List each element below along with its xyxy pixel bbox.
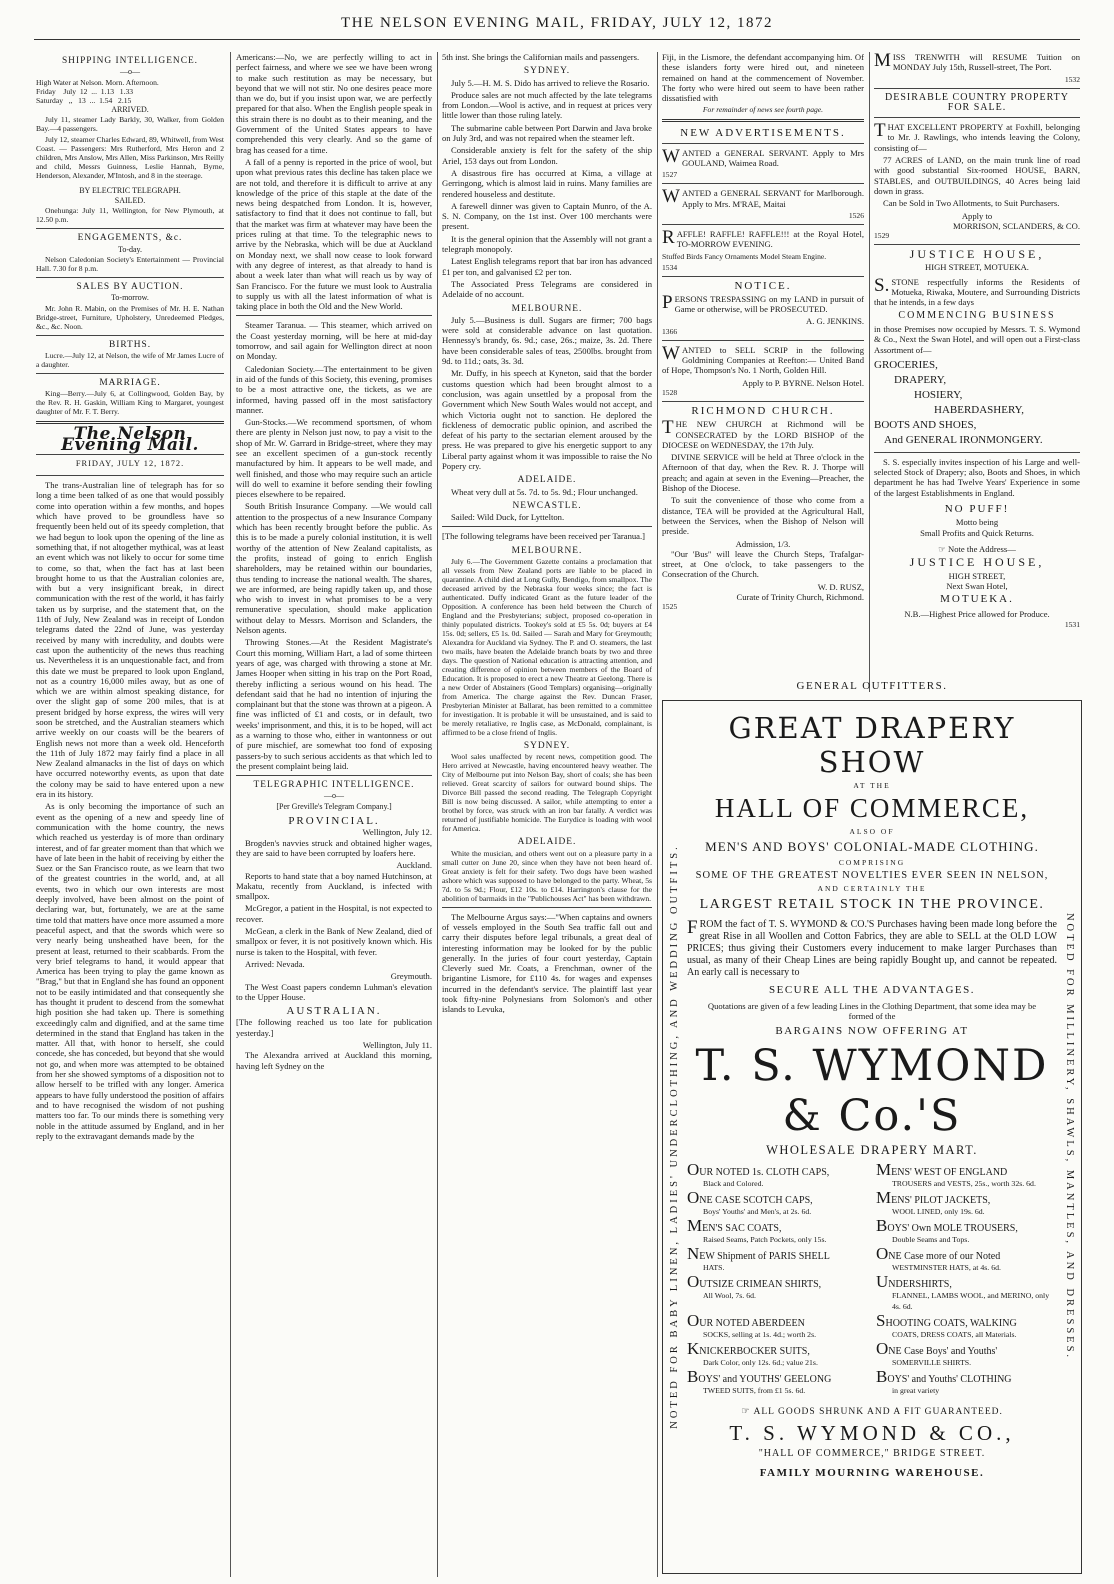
divider <box>442 526 652 527</box>
column-rule <box>869 52 870 692</box>
bargain-item-detail: TWEED SUITS, from £1 5s. 6d. <box>703 1386 806 1395</box>
birth-entry: Lucre.—July 12, at Nelson, the wife of Mr James Lucre of a daughter. <box>36 350 224 369</box>
bargain-item-title: ONE CASE SCOTCH CAPS, <box>687 1188 813 1207</box>
church-heading: RICHMOND CHURCH. <box>691 404 835 417</box>
bargain-item <box>876 1311 1057 1340</box>
bargain-list <box>687 1160 1057 1396</box>
shipping-heading: SHIPPING INTELLIGENCE. <box>61 56 199 66</box>
wymond-advertisement <box>662 700 1082 1574</box>
bargain-item-detail: SOCKS, selling at 1s. 4d.; worth 2s. <box>703 1330 817 1339</box>
bargain-item-detail: Double Seams and Tops. <box>892 1235 970 1244</box>
tuition-ad: MISS TRENWITH will RESUME Tuition on MONDAY July 15th, Russell-street, The Port. <box>874 52 1080 73</box>
ad-largest: LARGEST RETAIL STOCK IN THE PROVINCE. <box>699 897 1045 912</box>
bargain-item-title: BOYS' Own MOLE TROUSERS, <box>876 1216 1018 1235</box>
classified-ad-apply: Apply to P. BYRNE. Nelson Hotel. <box>742 377 864 388</box>
ad-number: 1366 <box>662 326 678 336</box>
news-note: [The following reached us too late for publication yesterday.] <box>236 1017 432 1038</box>
column-1 <box>36 52 224 1577</box>
divider <box>236 775 432 776</box>
news-paragraph: Mr. Duffy, in his speech at Kyneton, said that the border customs question which had been brought almost to a conclusion, was again unsettled by a proposal from the Government which New South Wales would not accept, and which Victoria ought not to sanction. He deplored the fickleness of democratic public opinion, and ascribed the defeat of his party to the sectarian element aroused by the press. He was prepared to give his energetic support to any Liberal party against whom it was impossible to raise the No Popery cry. <box>442 368 652 471</box>
telegraph-heading: BY ELECTRIC TELEGRAPH. <box>79 185 181 195</box>
bargain-item-detail: Dark Color, only 12s. 6d.; value 21s. <box>703 1358 818 1367</box>
melbourne-heading: MELBOURNE. <box>511 545 583 556</box>
divider <box>36 373 224 374</box>
ad-number: 1534 <box>662 262 678 272</box>
arrival-entry: July 11, steamer Lady Barkly, 30, Walker, from Golden Bay.—4 passengers. <box>36 114 224 133</box>
bargain-item-detail: HATS. <box>703 1263 725 1272</box>
bargain-item-detail: in great variety <box>892 1386 940 1395</box>
goods-item: DRAPERY, <box>894 373 947 386</box>
article-paragraph: Throwing Stones.—At the Resident Magistrate's Court this morning, William Hart, a lad of some thirteen years of age, was charged with throwing a stone at Mr. James Hooper when sitting in his trap on the Port Road, thereby inflicting a serious wound on his head. The defendant said that he had no intention of injuring the complainant but that the stone was thrown at a pigeon. A fine was inflicted of £1 and costs, or in default, two weeks' imprisonment, and this, it is to be hoped, will act as a warning to those who, either in wantonness or out of pure mischief, are somewhat too fond of exposing passers-by to such serious accidents as that which led to the present complaint being laid. <box>236 637 432 771</box>
bargain-item-title: OUR NOTED ABERDEEN <box>687 1311 805 1330</box>
ornament: —o— <box>120 67 140 77</box>
bargain-item-title: ONE Case Boys' and Youths' <box>876 1339 998 1358</box>
ad-great-drapery: GREAT DRAPERY SHOW <box>728 711 1016 779</box>
justice-house-town: MOTUEKA. <box>940 593 1014 606</box>
produce-note: N.B.—Highest Price allowed for Produce. <box>904 609 1050 620</box>
telegraphic-source: [Per Greville's Telegram Company.] <box>276 801 392 811</box>
news-paragraph: Wheat very dull at 5s. 7d. to 5s. 9d.; Flour unchanged. <box>451 486 638 497</box>
sydney-heading: SYDNEY. <box>523 741 571 752</box>
tide-row: Friday July 12 ... 1.13 1.33 <box>36 86 134 96</box>
news-paragraph: The West Coast papers condemn Luhman's elevation to the Upper House. <box>236 981 432 1002</box>
bargain-item-title: NEW Shipment of PARIS SHELL <box>687 1244 830 1263</box>
bargain-item-detail: COATS, DRESS COATS, all Materials. <box>892 1330 1017 1339</box>
motto-label: Motto being <box>955 517 999 528</box>
classified-ad: WANTED a GENERAL SERVANT. Apply to Mrs GOULAND, Waimea Road. <box>662 145 864 169</box>
property-text: THAT EXCELLENT PROPERTY at Foxhill, belonging to Mr. J. Rawlings, who intends leaving the Colony, consisting of— <box>874 120 1080 153</box>
divider <box>662 119 864 122</box>
ad-comprising: COMPRISING <box>838 858 906 867</box>
dateline: FRIDAY, JULY 12, 1872. <box>75 458 185 468</box>
divider <box>36 475 224 476</box>
ad-wymond-footer: T. S. WYMOND & CO., <box>729 1421 1015 1445</box>
bargain-item-title: MENS' PILOT JACKETS, <box>876 1188 991 1207</box>
church-notice: To suit the convenience of those who come from a distance, TEA will be provided at the Agricultural Hall, between the Services, when the Bishop of Nelson will preside. <box>662 495 864 537</box>
notice-signature: A. G. JENKINS. <box>805 316 864 327</box>
bargain-item <box>876 1216 1057 1245</box>
no-puff: NO PUFF! <box>944 503 1010 516</box>
bargain-item-title: KNICKERBOCKER SUITS, <box>687 1339 810 1358</box>
bargain-item <box>687 1188 868 1217</box>
column-rule <box>657 52 658 1577</box>
church-notice: "Our 'Bus" will leave the Church Steps, Trafalgar-street, at One o'clock, to take passengers to the Consecration of the Church. <box>662 548 864 580</box>
justice-house-commencing: COMMENCING BUSINESS <box>898 309 1056 321</box>
adelaide-heading: ADELAIDE. <box>517 837 577 848</box>
tide-heading: High Water at Nelson. Morn. Afternoon. <box>36 77 159 87</box>
ad-at-the: AT THE <box>853 781 891 790</box>
marriage-heading: MARRIAGE. <box>99 377 161 388</box>
property-apply: Apply to <box>961 210 993 221</box>
ornament: —o— <box>324 791 344 801</box>
justice-house-heading: JUSTICE HOUSE, <box>909 555 1045 570</box>
news-paragraph: July 6.—The Government Gazette contains a proclamation that all vessels from New Zealand ports are liable to be placed in quarantine. A child died at Long Gully, Bendigo, from smallpox. The deceased arrived by the Nebraska four weeks since; the fact is authenticated. Duffy indicated Grant as the future leader of the Opposition. A conference has been held between the Church of England and the Presbyterians; subject, proposed co-operation in thinly populated districts. Tookey's sold at £5 5s. 0d; buyers at £4 15s. 0d; sellers, £5 1s. 0d. Sailed — Sarah and Mary for Greymouth; Alexandra for Auckland via Sydney. The P. and O. steamers, the last two mails, have beaten the Adelaide branch boats by two and three days. The question of National education is attracting attention, and creating difference of opinion between members of the Board of Education. It is proposed to erect a new Theatre at Geelong. There is a new Order of Abstainers (Good Templars) organising—originally from America. The charge against the Rev. Duncan Fraser, Presbyterian Minister at Ballarat, has been remitted to a committee for investigation. It is probable it will be unsustained, and is said to be merely retaliative, re Inglis case, as McDonald, complainant, is affirmed to be a close friend of Inglis. <box>442 557 652 738</box>
bargain-item-title: BOYS' and Youths' CLOTHING <box>876 1367 1012 1386</box>
article-paragraph: Gun-Stocks.—We recommend sportsmen, of whom there are plenty in Nelson just now, to pay a visit to the shop of Mr. W. Garrard in Bridge-street, where they may see an excellent specimen of a gun-stock recently manufactured by him. It appears to be well made, and well finished, and those who may require such an article will do well to examine it before sending their fowling pieces elsewhere to be repaired. <box>236 417 432 500</box>
bargain-item <box>876 1160 1057 1189</box>
divider <box>874 244 1080 245</box>
news-paragraph: A disastrous fire has occurred at Kima, a village at Gerringong, which is almost laid in ruins. Many families are rendered houseless and destitute. <box>442 167 652 199</box>
ad-number: 1525 <box>662 602 678 612</box>
bargain-item <box>687 1160 868 1189</box>
bargain-item <box>876 1367 1057 1396</box>
divider <box>662 224 864 225</box>
ad-bargains: BARGAINS NOW OFFERING AT <box>775 1025 969 1037</box>
goods-item: HOSIERY, <box>914 388 963 401</box>
divider <box>874 88 1080 89</box>
bargain-item <box>687 1339 868 1368</box>
australian-heading: AUSTRALIAN. <box>286 1005 382 1018</box>
sailed-heading: SAILED. <box>114 196 146 206</box>
property-agent: MORRISON, SCLANDERS, & CO. <box>952 220 1080 231</box>
provincial-heading: PROVINCIAL. <box>288 815 380 828</box>
ad-secure: SECURE ALL THE ADVANTAGES. <box>769 984 975 996</box>
bargain-item-title: OUR NOTED 1s. CLOTH CAPS, <box>687 1160 830 1179</box>
bargain-item-title: MEN'S SAC COATS, <box>687 1216 782 1235</box>
goods-item: GROCERIES, <box>874 358 938 371</box>
births-heading: BIRTHS. <box>108 339 152 350</box>
engagement-entry: Nelson Caledonian Society's Entertainment — Provincial Hall. 7.30 for 8 p.m. <box>36 255 224 274</box>
bargain-item-detail: All Wool, 7s. 6d. <box>703 1291 756 1300</box>
bargain-item-detail: FLANNEL, LAMBS WOOL, and MERINO, only 4s. 6d. <box>892 1291 1050 1311</box>
side-text-left <box>665 731 683 1541</box>
notice-text: PERSONS TRESPASSING on my LAND in pursuit of Game or otherwise, will be PROSECUTED. <box>662 291 864 315</box>
address-note-label: Note the Address— <box>948 543 1016 554</box>
auction-day: To-morrow. <box>111 293 149 303</box>
ad-also-of: ALSO OF <box>849 827 895 836</box>
news-paragraph: Reports to hand state that a boy named Hutchinson, at Makatu, recently from Auckland, is infected with smallpox. <box>236 870 432 902</box>
bargain-item-detail: TROUSERS and VESTS, 25s., worth 32s. 6d. <box>892 1179 1036 1188</box>
ad-novelties: SOME OF THE GREATEST NOVELTIES EVER SEEN IN NELSON, <box>695 870 1049 881</box>
bargain-item <box>687 1311 868 1340</box>
address-note <box>874 544 1080 554</box>
divider <box>36 228 224 229</box>
divider <box>442 907 652 908</box>
justice-house-text: S. S. especially invites inspection of his Large and well-selected Stock of Drapery; also, Boots and Shoes, in which department he has had Twelve Years' Experience in some of the largest Establishments in England. <box>874 456 1080 498</box>
ad-hall-of-commerce: "HALL OF COMMERCE," BRIDGE STREET. <box>758 1448 986 1459</box>
ad-number: 1528 <box>662 387 678 397</box>
article-paragraph: A fall of a penny is reported in the price of wool, but upon what previous rates this decline has taken place we are not told, and therefore it is difficult to arrive at any knowledge of the price of this staple at the date of the news being despatched from London. It is, however, satisfactory to find that it does not continue to fall, but that the market was firm at whatever may have been the prices ruling at that time. To the telegraphic news to arrive by the Nebraska, which will be due at Auckland on Monday next, we shall now cease to look forward with any degree of interest, as that already to hand is about a week later than what will reach us by way of San Francisco. For the future we must look to Australia to supply us with all the latest information of what is taking place in both the Old and the New World. <box>236 156 432 312</box>
article-paragraph: Caledonian Society.—The entertainment to be given in aid of the funds of this Society, this evening, promises to be a most attractive one, the tickets, as we are informed, having passed off in the most satisfactory manner. <box>236 363 432 415</box>
motto: Small Profits and Quick Returns. <box>920 527 1034 538</box>
ad-number: 1531 <box>1064 619 1080 629</box>
classified-ad: WANTED to SELL SCRIP in the following Goldmining Companies at Reefton:— United Band of Hope, Thompson's No. 1 North, Golden Hill. <box>662 342 864 376</box>
sailed-entry: Onehunga: July 11, Wellington, for New Plymouth, at 12.50 p.m. <box>36 206 224 225</box>
news-paragraph: The Associated Press Telegrams are considered in Adelaide of no account. <box>442 278 652 300</box>
bargain-item-detail: Raised Seams, Patch Pockets, only 15s. <box>703 1235 827 1244</box>
divider <box>874 117 1080 118</box>
bargain-item-title: MENS' WEST OF ENGLAND <box>876 1160 1008 1179</box>
goods-item: BOOTS AND SHOES, <box>874 418 977 431</box>
divider <box>662 276 864 277</box>
ad-hall: HALL OF COMMERCE, <box>714 793 1030 823</box>
column-5 <box>874 52 1080 692</box>
news-paragraph: The submarine cable between Port Darwin and Java broke on July 3rd, and was not repaired when the steamer left. <box>442 122 652 144</box>
divider <box>662 401 864 402</box>
goods-list <box>874 358 1080 448</box>
bargain-item <box>687 1272 868 1312</box>
property-heading: DESIRABLE COUNTRY PROPERTY FOR SALE. <box>885 91 1069 113</box>
justice-house-heading: JUSTICE HOUSE, <box>909 247 1045 262</box>
paper-title: The Nelson Evening Mail. <box>61 424 199 455</box>
melbourne-heading: MELBOURNE. <box>511 303 583 314</box>
justice-house-text: in those Premises now occupied by Messrs. T. S. Wymond & Co., Next the Swan Hotel, and will open out a First-class Assortment of— <box>874 323 1080 355</box>
masthead: THE NELSON EVENING MAIL, FRIDAY, JULY 12, 1872 <box>0 0 1114 46</box>
church-notice: DIVINE SERVICE will be held at Three o'clock in the Afternoon of that day, when the Rev. R. J. Thorpe will preach; and again at seven in the Evening—Preacher, the Bishop of the Diocese. <box>662 452 864 494</box>
news-paragraph: The Alexandra arrived at Auckland this morning, having left Sydney on the <box>236 1050 432 1071</box>
divider <box>36 335 224 336</box>
engagements-heading: ENGAGEMENTS, &c. <box>77 233 183 244</box>
auction-entry: Mr. John R. Mabin, on the Premises of Mr. H. E. Nathan Bridge-street, Furniture, Upholstery, Unredeemed Pledges, &c., &c. Noon. <box>36 303 224 331</box>
side-text-left-label: NOTED FOR BABY LINEN, LADIES' UNDERCLOTHING, AND WEDDING OUTFITS. <box>668 843 680 1429</box>
side-text-right <box>1061 731 1079 1541</box>
news-paragraph: It is the general opinion that the Assembly will not grant a telegraph monopoly. <box>442 233 652 255</box>
justice-house-text: S.STONE respectfully informs the Residents of Motueka, Riwaka, Moutere, and Surrounding Districts that he intends, in a few days <box>874 274 1080 308</box>
news-paragraph: Sailed: Wild Duck, for Lyttelton. <box>451 512 565 523</box>
bargain-item <box>876 1272 1057 1312</box>
news-note: [The following telegrams have been received per Taranua.] <box>442 531 646 542</box>
classified-ad: RAFFLE! RAFFLE! RAFFLE!!! at the Royal Hotel, TO-MORROW EVENING. <box>662 226 864 250</box>
side-text-right-label: NOTED FOR MILLINERY, SHAWLS, MANTLES, AND DRESSES. <box>1064 912 1076 1360</box>
church-notice: THE NEW CHURCH at Richmond will be CONSECRATED by the LORD BISHOP of the DIOCESE on WEDNESDAY, the 17th July. <box>662 417 864 450</box>
bargain-item-detail: Black and Colored. <box>703 1179 764 1188</box>
ad-shrunk-label: ALL GOODS SHRUNK AND A FIT GUARANTEED. <box>753 1407 1003 1417</box>
news-paragraph: White the musician, and others went out on a pleasure party in a small cutter on June 20, since when they have not been heard of. Great anxiety is felt for their safety. Two dogs have been washed ashore which was supposed to have belonged to the party. Wheat, 5s 7d. to 5s 9d.; Flour, £12 10s. to £14. Harrington's clause for the abolition of barmaids in the "Publichouses Act" has been withdrawn. <box>442 848 652 903</box>
news-paragraph: The Melbourne Argus says:—"When captains and owners of vessels employed in the South Sea traffic fall out and carry their disputes before legal tribunals, a great deal of interesting information may be looked for by the public generally. In the juries of four court yesterday, Captain Cleverly sued Mr. Coats, a Frenchman, owner of the brigantine Lismore, for £110 4s. for wages and expenses incurred in the defendant's service. The plaintiff last year took fifty-nine Polynesians from Solomon's and other islands to Levuka, <box>442 911 652 1015</box>
bargain-item <box>687 1244 868 1273</box>
telegraphic-heading: TELEGRAPHIC INTELLIGENCE. <box>253 780 415 791</box>
classified-ad: WANTED a GENERAL SERVANT for Marlborough. Apply to Mrs. M'RAE, Maitai <box>662 186 864 209</box>
column-4 <box>662 52 864 692</box>
sydney-heading: SYDNEY. <box>523 66 571 77</box>
marriage-entry: King—Berry.—July 6, at Collingwood, Golden Bay, by the Rev. R. H. Gaskin, William King to Margaret, youngest daughter of Mr. F. T. Berry. <box>36 389 224 417</box>
church-signature: W. D. RUSZ, <box>817 581 864 592</box>
news-paragraph: McGregor, a patient in the Hospital, is not expected to recover. <box>236 903 432 924</box>
news-paragraph: Latest English telegrams report that bar iron has advanced £1 per ton, and galvanised £2 per ton. <box>442 256 652 277</box>
new-advertisements-heading: NEW ADVERTISEMENTS. <box>680 127 846 140</box>
news-paragraph: Arrived: Nevada. <box>245 958 305 969</box>
editorial-paragraph: The trans-Australian line of telegraph has for so long a time been talked of as one that would possibly come into operation within a few months, and hopes which have proved to be groundless have so frequently been held out of its speedy completion, that we had begun to look upon the opening of the line as something that, if not altogether mythical, was at least an event which was not likely to occur for some time to come, so that, when the fact has at last been brought home to us that the Australian colonies are, with but a very insignificant break, in direct communication with the rest of the world, it has fairly taken us by surprise, and the statement that, on the 11th of July, New Zealand was in receipt of London telegrams dated the 22nd of June, was yesterday received by many with incredulity, and doubts were cast upon the authenticity of the news thus reaching us. Nevertheless it is an unquestionable fact, and from this date we must be prepared to look upon England, not as a country 16,000 miles away, but as one of which we are within almost speaking distance, for over the slight gap of some 200 miles, that is at present bridged by horse express, the wires will very soon be stretched, and the Australian steamers which arrive weekly on our coasts will be the bearers of English news not more than a week old. Henceforth the 11th of July 1872 may fairly find a place in all New Zealand almanacks in the list of days on which have occurred noteworthy events, as upon that date the colony may be said to have entered upon a new era in its history. <box>36 480 224 800</box>
ad-number: 1532 <box>1064 74 1080 84</box>
ad-certainly: AND CERTAINLY THE <box>817 884 927 893</box>
ad-number: 1526 <box>848 210 864 220</box>
church-admission: Admission, 1/3. <box>735 538 791 549</box>
pointing-hand-icon: ☞ <box>938 543 949 554</box>
bargain-item <box>687 1216 868 1245</box>
divider <box>236 315 432 316</box>
news-paragraph: Brogden's navvies struck and obtained higher wages, they are said to have been corrupted by loafers here. <box>236 837 432 858</box>
bargain-item-detail: WOOL LINED, only 19s. 6d. <box>892 1207 985 1216</box>
divider <box>662 143 864 144</box>
ad-number: 1529 <box>874 231 890 241</box>
dateline: Auckland. <box>396 860 432 871</box>
news-paragraph: Wool sales unaffected by recent news, competition good. The Hero arrived at Newcastle, having encountered heavy weather. The City of Melbourne put into Nelson Bay, short of coals; she has been relieved. Great scarcity of sailors for outward bound ships. The Divorce Bill passed the second reading. The Telegraph Copyright Bill is now being discussed. A sailor, while attempting to enter a brothel by force, was struck with an iron bar fatally. A verdict was returned of justifiable homicide. The Eurydice is loading with wool for America. <box>442 752 652 834</box>
bargain-item-detail: SOMERVILLE SHIRTS. <box>892 1358 972 1367</box>
pointing-hand-icon: ☞ <box>741 1407 754 1417</box>
news-paragraph: A farewell dinner was given to Captain Munro, of the A. S. N. Company, on the 1st inst. Over 100 merchants were present. <box>442 200 652 232</box>
bargain-item <box>876 1339 1057 1368</box>
news-paragraph: 5th inst. She brings the Californian mails and passengers. <box>442 52 640 62</box>
news-paragraph: Produce sales are not much affected by the late telegrams from London.—Wool is active, and in request at prices very little lower than those ruling lately. <box>442 89 652 121</box>
bargain-item-detail: WESTMINSTER HATS, at 4s. 6d. <box>892 1263 1001 1272</box>
arrival-entry: July 12, steamer Charles Edward, 89, Whitwell, from West Coast. — Passengers: Mrs Rutherford, Mrs Heron and 2 children, Mrs Anslow, Mrs Allen, Miss Parkinson, Mrs Reilly and child, Messrs Guinness, Leslie Hannah, Byrne, Henderson, Alexander, M'Intosh, and 8 in the steerage. <box>36 134 224 180</box>
dateline: Greymouth. <box>390 971 432 982</box>
article-paragraph: Steamer Taranua. — This steamer, which arrived on the Coast yesterday morning, will be here at mid-day tomorrow, and sail again for Wellington direct at noon on Monday. <box>236 320 432 362</box>
bargain-item-title: ONE Case more of our Noted <box>876 1244 1001 1263</box>
classified-ad-detail: Stuffed Birds Fancy Ornaments Model Steam Engine. <box>662 251 827 261</box>
article-paragraph: South British Insurance Company. —We would call attention to the prospectus of a new Insurance Company which has been recently brought before the public. As this is to be made a purely colonial institution, it is well worthy of the attention of New Zealand capitalists, as the profits, instead of going to enrich English shareholders, may be retained within our boundaries, thus tending to increase the national wealth. The shares, we are informed, are being rapidly taken up, and those who wish to invest in what promises to be a very remunerative speculation, should make application without delay to Messrs. Morrison and Sclanders, the Nelson agents. <box>236 501 432 636</box>
justice-house-street: HIGH STREET, <box>948 570 1006 581</box>
divider <box>662 183 864 184</box>
ad-wholesale: WHOLESALE DRAPERY MART. <box>766 1143 978 1157</box>
engagements-day: To-day. <box>117 244 143 254</box>
bargain-item-title: UNDERSHIRTS, <box>876 1272 952 1291</box>
news-paragraph: McGean, a clerk in the Bank of New Zealand, died of smallpox or fever, it is not positively known which. His nurse is taken to the Hospital, with fever. <box>236 926 432 957</box>
justice-house-street: HIGH STREET, MOTUEKA. <box>925 262 1029 273</box>
adelaide-heading: ADELAIDE. <box>517 475 577 486</box>
column-rule <box>230 52 231 1577</box>
bargain-item <box>876 1188 1057 1217</box>
article-paragraph: Americans:—No, we are perfectly willing to act in perfect fairness, and where we see we have been wrong to make such restitution as may be necessary, but beyond that we will not stir. No one desires peace more than we do, but if you insist upon war, we are perfectly prepared for that also. When the English people speak in this strain there is no doubt as to their meaning, and the Government of the United States appears to have comprehended this very clearly. And so the game of brag has ceased for a time. <box>236 52 432 155</box>
tide-row: Saturday ,, 13 ... 1.54 2.15 <box>36 95 132 105</box>
newcastle-heading: NEWCASTLE. <box>512 500 582 511</box>
goods-item: And GENERAL IRONMONGERY. <box>884 433 1043 446</box>
bargain-item-detail: Boys' Youths' and Men's, at 2s. 6d. <box>703 1207 812 1216</box>
ad-shrunk <box>687 1406 1057 1417</box>
news-paragraph: July 5.—H. M. S. Dido has arrived to relieve the Rosario. <box>451 77 650 88</box>
notice-heading: NOTICE. <box>734 279 792 292</box>
ad-number: 1527 <box>662 170 678 180</box>
dateline: Wellington, July 12. <box>362 827 432 838</box>
auction-heading: SALES BY AUCTION. <box>76 282 184 293</box>
goods-item: HABERDASHERY, <box>934 403 1024 416</box>
ad-mens-clothing: MEN'S AND BOYS' COLONIAL-MADE CLOTHING. <box>705 839 1039 854</box>
arrived-heading: ARRIVED. <box>111 104 149 114</box>
property-text: 77 ACRES of LAND, on the main trunk line of road with good substantial Six-roomed HOUSE, BARN, STABLES, and OUTBUILDINGS, 40 Acres being laid down in grass. <box>874 155 1080 196</box>
news-paragraph: Considerable anxiety is felt for the safety of the ship Ariel, 153 days out from London. <box>442 145 652 166</box>
divider <box>662 340 864 341</box>
ad-body <box>687 705 1057 1479</box>
property-text: Can be Sold in Two Allotments, to Suit Purchasers. <box>883 198 1060 209</box>
bargain-item <box>876 1244 1057 1273</box>
dateline: Wellington, July 11. <box>362 1040 432 1051</box>
column-rule <box>437 52 438 1577</box>
church-signature-title: Curate of Trinity Church, Richmond. <box>736 591 864 602</box>
general-outfitters-label: GENERAL OUTFITTERS. <box>796 680 948 692</box>
divider <box>36 277 224 278</box>
ad-wymond: T. S. WYMOND & Co.'S <box>695 1041 1049 1141</box>
divider <box>874 452 1080 453</box>
editorial-paragraph: As is only becoming the importance of such an event as the opening of a new and speedy line of communication with the home country, the news which reached us yesterday is of more than ordinary interest, and of far greater moment than that which we have of late been in the habit of receiving by either the Suez or the San Francisco route, as we learn that two of the greatest countries in the world, and, at all events, two in which our own interests are most deeply involved, have been almost on the point of declaring war, but, fortunately, we are at the same time told that matters have once more assumed a more peaceful aspect, and that the swords which were so very nearly being unsheathed have been, for the present at least, returned to their scabbards. From the very brief telegrams to hand, it would appear that America has been trying to play the game known as "Brag," but that in England she has found an opponent not to be easily intimidated and that consequently she has thought it prudent to descend from the somewhat high position she had taken up. There is something exceedingly calm and dignified, and at the same time determined in the stand that England has taken in the matter. All that, with honor to herself, she could concede, she has conceded, but beyond that she would not go, and when more was attempted to be obtained from her she showed symptoms of a disposition not to allow herself to be trifled with any longer. America appears to have fully understood the position of affairs and to have recognised the wisdom of not pushing matters too far. To our minds there is something very noble in the attitude assumed by England, and in her reply to the extravagant demands made by the <box>36 801 224 1141</box>
continuation-note: For remainder of news see fourth page. <box>702 105 824 115</box>
column-3 <box>442 52 652 1577</box>
news-paragraph: Fiji, in the Lismore, the defendant accompanying him. Of these islanders forty were hired out, and nineteen remained on hand at the commencement of November. The forty who were hired out seem to have been rather dissatisfied with <box>662 52 864 104</box>
bargain-item-title: OUTSIZE CRIMEAN SHIRTS, <box>687 1272 822 1291</box>
bargain-item-title: SHOOTING COATS, WALKING <box>876 1311 1017 1330</box>
bargain-item <box>687 1367 868 1396</box>
news-paragraph: July 5.—Business is dull. Sugars are firmer; 700 bags were sold at considerable advance on last quotation. Hennessy's brandy, 6s. 9d.; case, 26s.; maize, 3s. 2d. There have been considerable sales of teas, 2500lbs. brought from 9d. to 11d.; oats, 3s. 3d. <box>442 314 652 367</box>
justice-house-next: Next Swan Hotel, <box>946 580 1008 591</box>
ad-quotations: Quotations are given of a few leading Lines in the Clothing Department, that some idea may be formed of the <box>707 1001 1037 1021</box>
bargain-item-title: BOYS' and YOUTHS' GEELONG <box>687 1367 832 1386</box>
ad-body-text: FROM the fact of T. S. WYMOND & CO.'S Purchases having been made long before the great Rise in all Woollen and Cotton Fabrics, they are able to SELL at the OLD LOW PRICES; thus giving their Customers every inducement to make larger Purchases than usual, as many of their Cheap Lines are being rapidly Bought up, and cannot be repeated. An early call is necessary to <box>687 917 1057 978</box>
column-2 <box>236 52 432 1577</box>
ad-family-mourning: FAMILY MOURNING WAREHOUSE. <box>759 1467 985 1479</box>
